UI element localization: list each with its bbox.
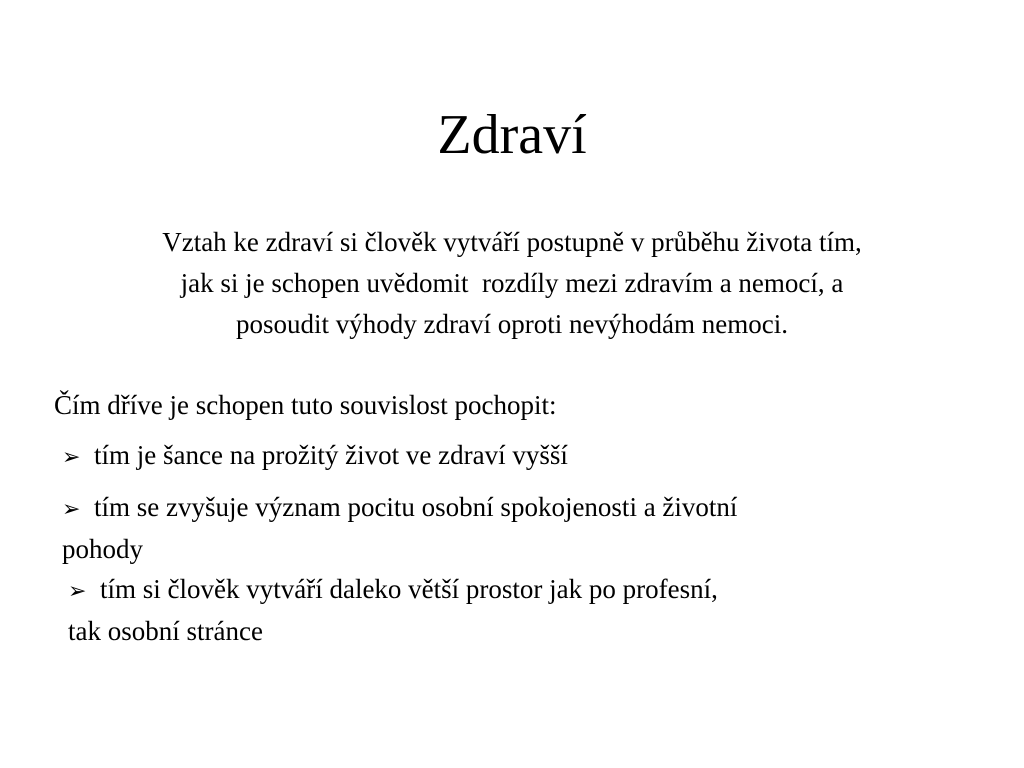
- bullet-text-continuation: tak osobní stránce: [68, 616, 263, 646]
- slide-title: Zdraví: [437, 104, 587, 166]
- arrow-bullet-icon: ➢: [62, 496, 81, 521]
- bullet-item: [68, 569, 718, 651]
- bullet-text: tím se zvyšuje význam pocitu osobní spokojenosti a životní: [94, 492, 738, 522]
- bullet-text: tím je šance na prožitý život ve zdraví vyšší: [94, 440, 568, 470]
- arrow-bullet-icon: ➢: [62, 444, 81, 469]
- intro-line: jak si je schopen uvědomit rozdíly mezi zdravím a nemocí, a: [180, 268, 844, 298]
- intro-paragraph: [60, 222, 964, 345]
- bullet-item: [62, 487, 737, 569]
- bullet-text-continuation: pohody: [62, 534, 143, 564]
- bullet-text: tím si člověk vytváří daleko větší prostor jak po profesní,: [100, 574, 718, 604]
- arrow-bullet-icon: ➢: [68, 578, 87, 603]
- bullet-item: [62, 435, 568, 477]
- lead-text: Čím dříve je schopen tuto souvislost pochopit:: [54, 390, 557, 420]
- intro-line: Vztah ke zdraví si člověk vytváří postupně v průběhu života tím,: [162, 227, 862, 257]
- intro-line: posoudit výhody zdraví oproti nevýhodám nemoci.: [236, 309, 788, 339]
